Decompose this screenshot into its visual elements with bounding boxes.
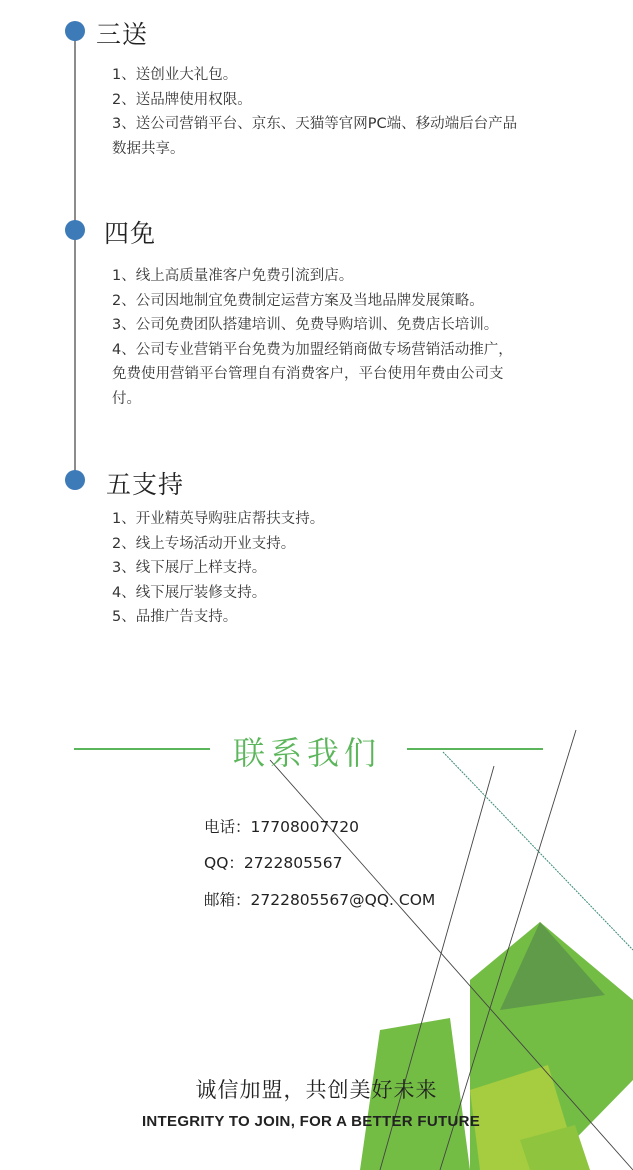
section-title-si-mian: 四免 — [104, 219, 157, 248]
contact-qq: QQ：2722805567 — [204, 854, 343, 872]
list-item: 4、线下展厅装修支持。 — [112, 584, 267, 601]
list-item: 2、送品牌使用权限。 — [112, 91, 252, 108]
list-item: 4、公司专业营销平台免费为加盟经销商做专场营销活动推广， — [112, 341, 513, 358]
list-item: 1、线上高质量准客户免费引流到店。 — [112, 268, 354, 284]
list-item: 免费使用营销平台管理自有消费客户，平台使用年费由公司支 — [112, 366, 504, 383]
list-item: 3、送公司营销平台、京东、天猫等官网PC端、移动端后台产品 — [112, 116, 518, 133]
list-item: 2、公司因地制宜免费制定运营方案及当地品牌发展策略。 — [112, 292, 484, 309]
section-title-san-song: 三送 — [96, 20, 149, 49]
contact-divider-right — [407, 748, 543, 750]
deco-line — [443, 752, 633, 950]
list-item: 5、品推广告支持。 — [112, 609, 238, 626]
list-item: 1、送创业大礼包。 — [112, 67, 238, 83]
section-list-san-song — [112, 63, 572, 161]
contact-divider-left — [74, 748, 210, 750]
list-item: 1、开业精英导购驻店帮扶支持。 — [112, 511, 325, 527]
timeline-dot-1 — [65, 21, 85, 41]
list-item: 2、线上专场活动开业支持。 — [112, 535, 296, 552]
contact-email: 邮箱：2722805567@QQ. COM — [204, 891, 436, 909]
list-item: 付。 — [112, 390, 141, 407]
timeline-line — [74, 30, 76, 482]
list-item: 3、线下展厅上样支持。 — [112, 560, 267, 577]
section-list-si-mian — [112, 264, 572, 412]
contact-phone: 电话：17708007720 — [204, 818, 359, 836]
list-item: 3、公司免费团队搭建培训、免费导购培训、免费店长培训。 — [112, 317, 499, 334]
timeline-dot-3 — [65, 470, 85, 490]
section-list-wu-zhi-chi — [112, 507, 572, 630]
contact-heading: 联系我们 — [233, 734, 382, 772]
slogan-english: INTEGRITY TO JOIN, FOR A BETTER FUTURE — [141, 1113, 481, 1130]
timeline-dot-2 — [65, 220, 85, 240]
slogan-chinese: 诚信加盟，共创美好未来 — [195, 1078, 438, 1102]
list-item: 数据共享。 — [112, 140, 185, 157]
section-title-wu-zhi-chi: 五支持 — [106, 470, 185, 499]
